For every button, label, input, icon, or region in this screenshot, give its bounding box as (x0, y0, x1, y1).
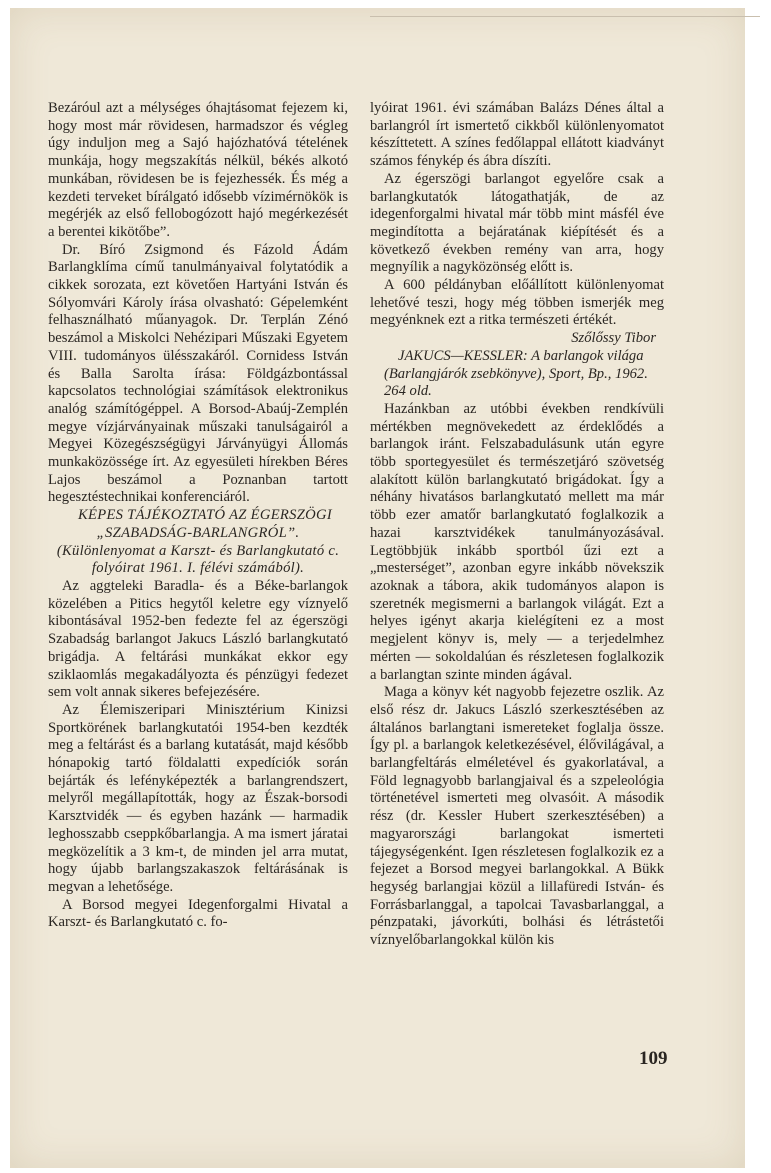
page-number: 109 (639, 1048, 668, 1069)
paragraph: Hazánkban az utóbbi években rendkívüli mértékben megnövekedett az érdeklődés a barlangok iránt. Felszabadulásunk után egyre több sportegyesület és természetjáró szövetség alakított külön barlangkutató brigádokat. Így a néhány hivatásos barlangkutató mellett ma már több ezer amatőr barlangkutató foglalkozik a hazai karsztvidékek tanulmányozásával. Legtöbbjük inkább sportból űzi ezt a „mesterséget”, azonban egyre inkább növekszik azoknak a tábora, akik tudományos alapon is szeretnék megismerni a barlangok világát. Ezt a helyes igényt akarja kielégíteni ez a most megjelent könyv is, mely — a terjedelmhez mérten — sokoldalúan és részletesen foglalkozik a barlangtan szinte minden ágával. (370, 400, 664, 683)
section-heading: JAKUCS—KESSLER: A barlangok világa (Barlangjárók zsebkönyve), Sport, Bp., 1962. 264 old. (384, 347, 648, 400)
torn-edge (370, 16, 760, 17)
author-signature: Szőlőssy Tibor (571, 330, 656, 347)
paragraph: Bezáróul azt a mélységes óhajtásomat fejezem ki, hogy most már rövidesen, harmadszor és végleg úgy induljon meg a Sajó hajózhatóvá tételének munkája, hogy megszakítás nélkül, békés alkotó munkában, rövidesen be is fejezhessék. És még a kezdeti terveket bírálgató idősebb vízimérnökök is megérjék az első fellobogózott hajó megérkezését a berentei kikötőbe”. (48, 100, 348, 240)
paragraph: A 600 példányban előállított különlenyomat lehetővé teszi, hogy még többen ismerjék meg megyénknek ezt a ritka természeti értékét. (370, 277, 664, 329)
paragraph: Az Élemiszeripari Minisztérium Kinizsi Sportkörének barlangkutatói 1954-ben kezdték meg a feltárást és a barlang kutatását, majd később hónapokig tartó földalatti expedíciók során bejárták és lefényképezték a barlangrendszert, melyről megállapították, hogy az Észak-borsodi Karsztvidék — és egyben hazánk — harmadik leghosszabb cseppkőbarlangja. A ma ismert járatai megközelítik a 3 km-t, de minden jel arra mutat, hogy újabb barlangszakaszok feltárásának is megvan a lehetősége. (48, 701, 348, 895)
paragraph: lyóirat 1961. évi számában Balázs Dénes által a barlangról írt ismertető cikkből különlenyomatot készíttetett. A színes fedőlappal ellátott kiadványt számos fénykép és ábra díszíti. (370, 100, 664, 170)
right-column (370, 100, 664, 950)
paragraph: Az égerszögi barlangot egyelőre csak a barlangkutatók látogathatják, de az idegenforgalmi hivatal már több mint másfél éve megindította a bejáratának kiépítését és a következő években remény van arra, hogy megnyílik a nagyközönség előtt is. (370, 170, 664, 276)
paragraph: Maga a könyv két nagyobb fejezetre oszlik. Az első rész dr. Jakucs László szerkesztésében az általános barlangtani ismereteket foglalja össze. Így pl. a barlangok keletkezésével, élővilágával, a barlangfeltárás elméletével és gyakorlatával, a Föld legnagyobb barlangjaival és a szpeleológia történetével ismerteti meg olvasóit. A második rész (dr. Kessler Hubert szerkesztésében) a magyarországi barlangokat ismerteti tájegységenként. Igen részletesen foglalkozik ez a fejezet a Borsod megyei barlangokkal. A Bükk hegység barlangjai közül a lillafüredi István- és Forrásbarlanggal, a tapolcai Tavasbarlanggal, a pénzpataki, jávorkúti, bolhási és létrástetői víznyelőbarlangokkal külön kis (370, 684, 664, 949)
paragraph: Az aggteleki Baradla- és a Béke-barlangok közelében a Pitics hegytől keletre egy víznyelő kibontásával 1952-ben fedezte fel az égerszögi Szabadság barlangot Jakucs László barlangkutató brigádja. A feltárási munkákat ekkor egy sziklaomlás megakadályozta és pénzügyi fedezet sem volt annak sikeres befejezésére. (48, 577, 348, 701)
section-heading: KÉPES TÁJÉKOZTATÓ AZ ÉGERSZÖGI „SZABADSÁG-BARLANGRÓL”. (Különlenyomat a Karszt- és Barlangkutató c. folyóirat 1961. I. félévi számából). (56, 507, 340, 577)
left-column (48, 100, 348, 932)
paragraph: Dr. Bíró Zsigmond és Fázold Ádám Barlangklíma című tanulmányaival folytatódik a cikkek sorozata, ezt követően Hartyáni István és Sólyomvári Károly írása olvasható: Gépelemként felhasználható műanyagok. Dr. Terplán Zénó beszámol a Miskolci Nehézipari Műszaki Egyetem VIII. tudományos ülésszakáról. Cornidess István és Balla Sarolta írása: Földgázbontással kapcsolatos technológiai számítások elektronikus analóg számítógéppel. A Borsod-Abaúj-Zemplén megye vízjárványainak műszaki tanulságairól a Megyei Közegészségügyi Járványügyi Állomás munkaközössége írt. Az egyesületi hírekben Béres Lajos beszámol a Poznanban tartott hegesztéstechnikai konferenciáról. (48, 241, 348, 506)
scanned-page (10, 8, 745, 1168)
paragraph: A Borsod megyei Idegenforgalmi Hivatal a Karszt- és Barlangkutató c. fo- (48, 896, 348, 931)
